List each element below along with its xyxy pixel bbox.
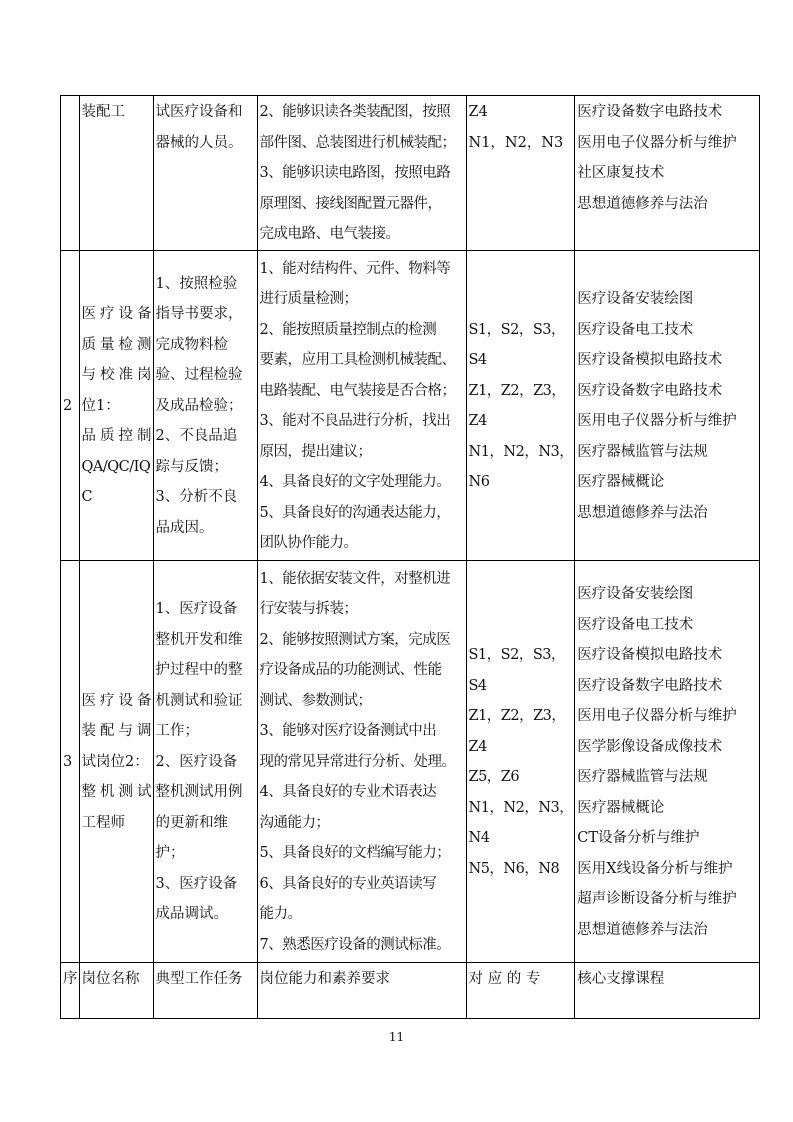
post-name-cell: 装配工	[79, 96, 153, 251]
core-courses-cell: 医疗设备数字电路技术 医用电子仪器分析与维护 社区康复技术 思想道德修养与法治	[575, 96, 760, 251]
header-cell-abilities: 岗位能力和素养要求	[257, 963, 466, 1019]
page-number: 11	[388, 1030, 405, 1044]
core-courses-cell: 医疗设备安装绘图 医疗设备电工技术 医疗设备模拟电路技术 医疗设备数字电路技术 医用电子仪器分析与维护 医疗器械监管与法规 医疗器械概论 思想道德修养与法治	[575, 251, 760, 561]
row-number-cell: 3	[61, 561, 80, 963]
typical-tasks-cell: 试医疗设备和 器械的人员。	[153, 96, 257, 251]
post-name-cell: 医疗设备 装配与调 试岗位2： 整机测试 工程师	[79, 561, 153, 963]
header-cell-post: 岗位名称	[79, 963, 153, 1019]
typical-tasks-cell: 1、医疗设备 整机开发和维 护过程中的整 机测试和验证 工作； 2、医疗设备 整机测试用例 的更新和维 护； 3、医疗设备 成品调试。	[153, 561, 257, 963]
skill-codes-cell: Z4 N1，N2，N3	[466, 96, 575, 251]
abilities-cell: 2、能够识读各类装配图，按照 部件图、总装图进行机械装配； 3、能够识读电路图，按照电路 原理图、接线图配置元器件， 完成电路、电气装接。	[257, 96, 466, 251]
table-row	[61, 251, 760, 561]
row-number-cell	[61, 96, 80, 251]
table-row	[61, 561, 760, 963]
typical-tasks-cell: 1、按照检验 指导书要求， 完成物料检 验、过程检验 及成品检验； 2、不良品追 踪与反馈； 3、分析不良 品成因。	[153, 251, 257, 561]
header-cell-courses: 核心支撑课程	[575, 963, 760, 1019]
row-number-cell: 2	[61, 251, 80, 561]
header-cell-no: 序	[61, 963, 80, 1019]
skill-codes-cell: S1，S2，S3， S4 Z1，Z2，Z3， Z4 Z5，Z6 N1，N2，N3， N4 N5，N6，N8	[466, 561, 575, 963]
header-cell-codes: 对 应 的 专	[466, 963, 575, 1019]
abilities-cell: 1、能依据安装文件，对整机进 行安装与拆装； 2、能够按照测试方案，完成医 疗设备成品的功能测试、性能 测试、参数测试； 3、能够对医疗设备测试中出 现的常见异常进行分析、处理。 4、具备良好的专业术语表达 沟通能力； 5、具备良好的文档编写能力； 6、具备良好的专业英语读写 能力。 7、熟悉医疗设备的测试标准。	[257, 561, 466, 963]
header-cell-tasks: 典型工作任务	[153, 963, 257, 1019]
abilities-cell: 1、能对结构件、元件、物料等 进行质量检测； 2、能按照质量控制点的检测 要素，应用工具检测机械装配、 电路装配、电气装接是否合格； 3、能对不良品进行分析，找出 原因，提出建议； 4、具备良好的文字处理能力。 5、具备良好的沟通表达能力， 团队协作能力。	[257, 251, 466, 561]
job-competency-table	[60, 95, 760, 1019]
post-name-cell: 医疗设备 质量检测 与校准岗 位1： 品质控制 QA/QC/IQ C	[79, 251, 153, 561]
skill-codes-cell: S1，S2，S3， S4 Z1，Z2，Z3， Z4 N1，N2，N3， N6	[466, 251, 575, 561]
header-row	[61, 963, 760, 1019]
core-courses-cell: 医疗设备安装绘图 医疗设备电工技术 医疗设备模拟电路技术 医疗设备数字电路技术 医用电子仪器分析与维护 医学影像设备成像技术 医疗器械监管与法规 医疗器械概论 CT设备分析与维护 医用X线设备分析与维护 超声诊断设备分析与维护 思想道德修养与法治	[575, 561, 760, 963]
table-row	[61, 96, 760, 251]
